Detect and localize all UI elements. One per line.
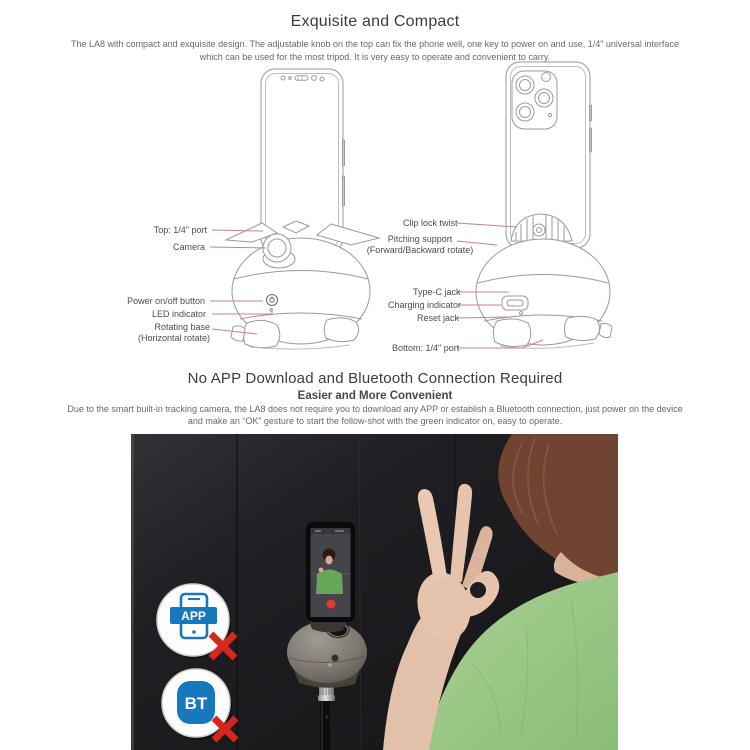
- rotating-base-line1: Rotating base: [154, 322, 210, 332]
- ok-gesture-hole: [470, 582, 486, 598]
- device-front-illustration: [226, 69, 379, 349]
- photo-left-edge: [131, 434, 134, 750]
- diagram-label-led-indicator: LED indicator: [151, 309, 206, 319]
- pitching-line2: (Forward/Backward rotate): [366, 245, 474, 255]
- diagram-label-camera: Camera: [172, 242, 205, 252]
- bt-badge-label: BT: [184, 694, 208, 713]
- diagram-label-type-c: Type-C jack: [413, 287, 461, 297]
- pitching-line1: Pitching support: [387, 234, 453, 244]
- photo-scene: [131, 434, 618, 750]
- diagram-label-clip-lock: Clip lock twist: [403, 218, 458, 228]
- section-noapp-subtitle: Easier and More Convenient: [297, 390, 453, 402]
- lifestyle-photo: [131, 434, 618, 750]
- record-button-dot: [327, 600, 336, 609]
- diagram-label-pitching-support: [366, 234, 474, 256]
- app-badge-label: APP: [181, 609, 206, 623]
- diagram-label-bottom-port: Bottom: 1/4" port: [392, 343, 460, 353]
- screen-subject-face: [325, 556, 332, 565]
- section-noapp-text: [0, 404, 750, 427]
- screen-subject-shirt: [316, 570, 343, 595]
- intro-line-1: The LA8 with compact and exquisite design. The adjustable knob on the top can fix the phone well, one key to power on and use, 1/4" universal interface: [71, 39, 679, 49]
- section-compact-title: Exquisite and Compact: [290, 13, 460, 30]
- noapp-line-1: Due to the smart built-in tracking camera, the LA8 does not require you to download any APP or establish a Bluetooth connection, just power on the device: [67, 404, 683, 414]
- diagram-label-charging-indicator: Charging indicator: [388, 300, 462, 310]
- green-indicator-led: [328, 663, 331, 666]
- intro-line-2: which can be used for the most tripod. It is very easy to operate and convenient to carry.: [199, 51, 551, 62]
- phone-on-device: [306, 522, 355, 622]
- bluetooth-bt-icon: [177, 681, 215, 724]
- diagram-label-power-button: Power on/off button: [127, 296, 205, 306]
- device-power-hole: [332, 655, 339, 662]
- section-noapp-title: No APP Download and Bluetooth Connection Required: [187, 370, 563, 387]
- diagram-label-top-port: Top: 1/4" port: [153, 225, 207, 235]
- rotating-base-line2: (Horizontal rotate): [137, 333, 210, 343]
- diagram-label-reset-jack: Reset jack: [417, 313, 460, 323]
- diagram-label-rotating-base: [138, 322, 210, 344]
- noapp-line-2: and make an “OK” gesture to start the follow-shot with the green indicator on, easy to operate.: [187, 415, 563, 426]
